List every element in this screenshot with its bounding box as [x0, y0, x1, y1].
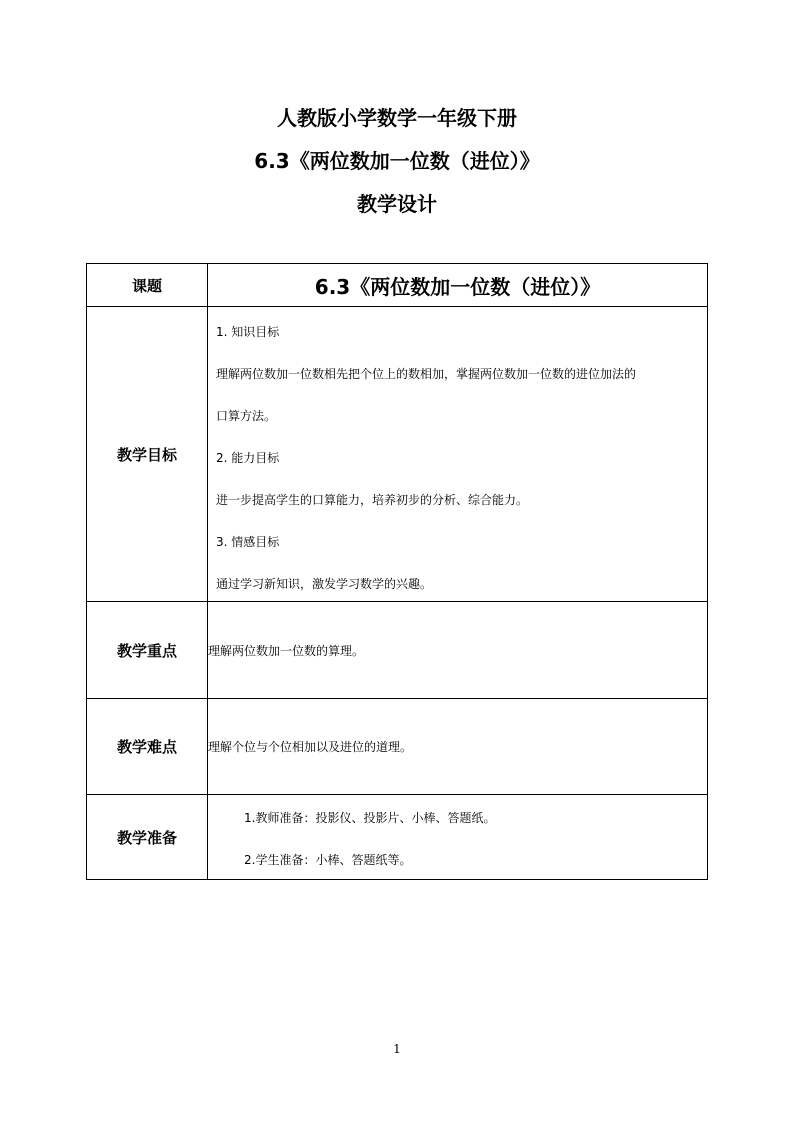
document-title-line-2: 6.3《两位数加一位数（进位）》 — [254, 149, 540, 173]
table-row-topic — [87, 264, 708, 307]
goals-line: 通过学习新知识，激发学习数学的兴趣。 — [216, 577, 433, 591]
difficult-point-value: 理解个位与个位相加以及进位的道理。 — [208, 699, 708, 795]
table-row-preparation — [87, 795, 708, 880]
key-point-value: 理解两位数加一位数的算理。 — [208, 602, 708, 699]
table-row-goals — [87, 307, 708, 602]
preparation-line: 2.学生准备：小棒、答题纸等。 — [244, 853, 412, 867]
difficult-point-label: 教学难点 — [87, 699, 208, 795]
preparation-content — [208, 795, 708, 880]
goals-line: 理解两位数加一位数相先把个位上的数相加，掌握两位数加一位数的进位加法的 — [216, 367, 637, 381]
preparation-label: 教学准备 — [87, 795, 208, 880]
table-row-difficult-point — [87, 699, 708, 795]
document-title-line-1: 人教版小学数学一年级下册 — [277, 106, 517, 130]
goals-line: 口算方法。 — [216, 409, 277, 423]
topic-value: 6.3《两位数加一位数（进位）》 — [208, 264, 708, 307]
goals-label: 教学目标 — [87, 307, 208, 602]
topic-label: 课题 — [87, 264, 208, 307]
preparation-line: 1.教师准备：投影仪、投影片、小棒、答题纸。 — [244, 811, 496, 825]
goals-line: 进一步提高学生的口算能力，培养初步的分析、综合能力。 — [216, 493, 529, 507]
document-title-line-3: 教学设计 — [357, 192, 437, 216]
goals-line: 1. 知识目标 — [216, 325, 280, 339]
goals-line: 2. 能力目标 — [216, 451, 280, 465]
lesson-plan-table — [86, 263, 708, 880]
page-number: 1 — [393, 1042, 401, 1056]
goals-line: 3. 情感目标 — [216, 535, 280, 549]
key-point-label: 教学重点 — [87, 602, 208, 699]
table-row-key-point — [87, 602, 708, 699]
goals-content — [208, 307, 708, 602]
